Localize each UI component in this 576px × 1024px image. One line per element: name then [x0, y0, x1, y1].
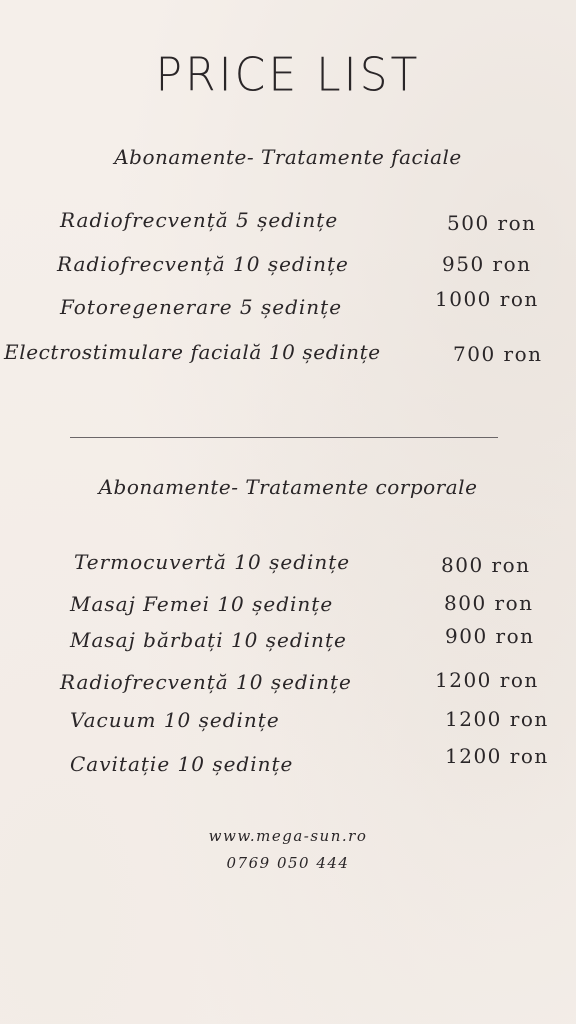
body-item-price: 800 ron — [441, 553, 531, 577]
page-title: PRICE LIST — [155, 48, 421, 103]
website-link[interactable]: www.mega-sun.ro — [208, 827, 368, 845]
phone-number[interactable]: 0769 050 444 — [226, 854, 350, 872]
facial-section-heading: Abonamente- Tratamente faciale — [114, 145, 462, 169]
body-item-label: Cavitație 10 ședințe — [70, 752, 294, 776]
body-item-price: 1200 ron — [445, 744, 549, 768]
body-item-label: Masaj bărbați 10 ședințe — [70, 628, 347, 652]
facial-item-label: Radiofrecvență 5 ședințe — [60, 208, 339, 232]
body-item-label: Vacuum 10 ședințe — [70, 708, 280, 732]
body-item-label: Masaj Femei 10 ședințe — [70, 592, 334, 616]
body-item-price: 900 ron — [445, 624, 535, 648]
body-item-price: 1200 ron — [435, 668, 539, 692]
facial-item-price: 700 ron — [453, 342, 543, 366]
facial-item-label: Radiofrecvență 10 ședințe — [57, 252, 349, 276]
facial-item-price: 1000 ron — [435, 287, 539, 311]
body-item-price: 1200 ron — [445, 707, 549, 731]
section-divider — [70, 437, 498, 438]
body-item-price: 800 ron — [444, 591, 534, 615]
facial-item-label: Electrostimulare facială 10 ședințe — [4, 340, 381, 364]
body-item-label: Termocuvertă 10 ședințe — [74, 550, 351, 574]
body-item-label: Radiofrecvență 10 ședințe — [60, 670, 352, 694]
facial-item-price: 950 ron — [442, 252, 532, 276]
facial-item-label: Fotoregenerare 5 ședințe — [60, 295, 343, 319]
facial-item-price: 500 ron — [447, 211, 537, 235]
body-section-heading: Abonamente- Tratamente corporale — [98, 475, 478, 499]
